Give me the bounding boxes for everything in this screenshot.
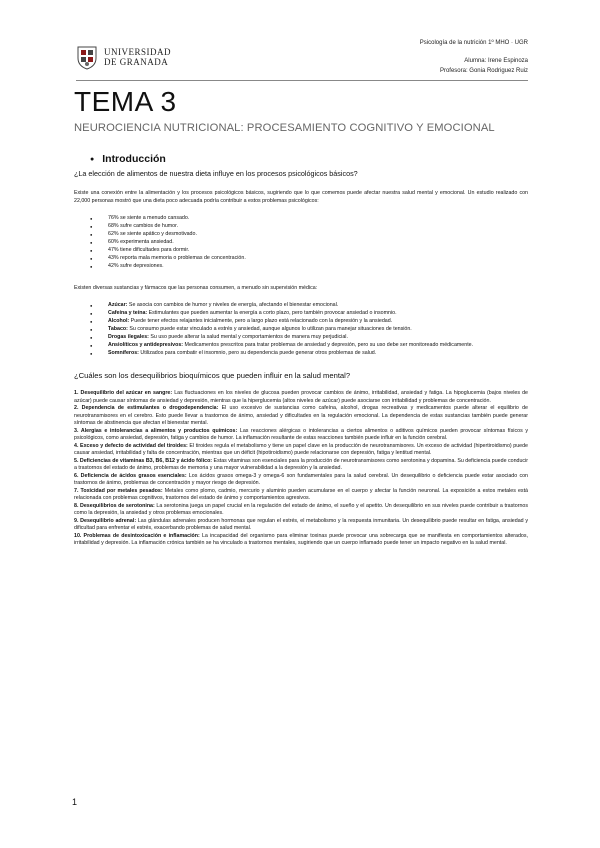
imbalances-list: [74, 390, 528, 547]
bullet-icon: ●: [90, 156, 95, 163]
term: 4. Exceso y defecto de actividad del tiroides:: [74, 442, 188, 449]
header-divider: [76, 80, 528, 81]
list-item: [74, 350, 528, 357]
term: 7. Toxicidad por metales pesados:: [74, 487, 163, 494]
list-item: [74, 518, 528, 533]
question-heading: ¿La elección de alimentos de nuestra dieta influye en los procesos psicológicos básicos?: [74, 169, 358, 179]
document-body: [74, 153, 529, 548]
list-item: ● 60% experimenta ansiedad.: [74, 239, 528, 246]
list-item: [74, 533, 528, 548]
list-item: ● 43% reporta mala memoria o problemas de concentración.: [74, 255, 528, 262]
description: El uso excesivo de sustancias como cafeína, alcohol, drogas recreativas y medicamentos puede alterar el equilibrio de neurotransmisores en el cerebro. Esto puede llevar a trastornos de ánimo, ansiedad y dificultades en la regulación emocional. La dependencia de estas sustancias también puede generar síntomas de abstinencia que afectan el bienestar mental.: [74, 405, 528, 427]
description: Su consumo puede estar vinculado a estrés y ansiedad, aunque algunos lo utilizan para manejar situaciones de tensión.: [127, 326, 412, 333]
description: Su uso puede alterar la salud mental y comportamientos de manera muy perjudicial.: [148, 334, 348, 341]
term: 1. Desequilibrio del azúcar en sangre:: [74, 390, 173, 397]
course-name: Psicología de la nutrición 1º MHO · UGR: [419, 40, 528, 46]
university-crest-icon: [76, 44, 98, 70]
list-item: ● 62% se siente apático y desmotivado.: [74, 231, 528, 238]
list-item: [74, 318, 528, 325]
description: La incapacidad del organismo para eliminar toxinas puede provocar una sobrecarga que se manifiesta en comportamientos alterados, irritabilidad y depresión. La inflamación crónica también se ha vinculado a trastornos mentales, sugiriendo que un cuerpo inflamado puede tener un impacto negativo en la salud mental.: [74, 532, 528, 547]
description: El tiroides regula el metabolismo y tiene un papel clave en la producción de neurotransmisores. Un exceso de actividad (hipertiroidismo) puede causar ansiedad, irritabilidad y falta de concentración, mientras que un déficit (hipotiroidismo) puede relacionarse con depresión, fatiga y lentitud mental.: [74, 442, 528, 457]
description: Las glándulas adrenales producen hormonas que regulan el estrés, el metabolismo y la respuesta inmunitaria. Un desequilibrio puede resultar en fatiga, ansiedad y dificultad para enfrentar el estrés, exacerbando problemas de salud mental.: [74, 517, 528, 532]
page-number: 1: [72, 797, 78, 807]
term: Cafeína y teína:: [108, 310, 148, 317]
page-title: TEMA 3: [74, 86, 177, 117]
section-heading: [90, 153, 528, 165]
description: Estimulantes que pueden aumentar la energía a corto plazo, pero también provocar ansiedad o insomnio.: [147, 310, 397, 317]
list-item: ● 68% sufre cambios de humor.: [74, 223, 528, 230]
student-name: Alumna: Irene Espinoza: [464, 58, 528, 64]
description: Estas vitaminas son esenciales para la producción de neurotransmisores como serotonina y dopamina. Su deficiencia puede conducir a trastornos del estado de ánimo, problemas de memoria y una mayor vulnerabilidad a la depresión y la ansiedad.: [74, 457, 529, 472]
list-item: [74, 443, 528, 458]
university-logo: [76, 44, 171, 70]
description: Las reacciones alérgicas o intolerancias a ciertos alimentos o aditivos químicos pueden provocar síntomas físicos y psicológicos, como ansiedad, depresión, fatiga y cambios de humor. La inflamación resultante de estas reacciones también puede influir en la función cerebral.: [74, 427, 528, 442]
description: La serotonina juega un papel crucial en la regulación del estado de ánimo, el sueño y el apetito. Un desequilibrio en sus niveles puede contribuir a trastornos como la depresión, la ansiedad y otros problemas emocionales.: [74, 502, 528, 517]
term: 3. Alergias e intolerancias a alimentos y productos químicos:: [74, 427, 238, 434]
term: Tabaco:: [108, 326, 128, 333]
list-item: [74, 405, 528, 427]
list-item: [74, 428, 528, 443]
university-name-line2: DE GRANADA: [104, 57, 169, 67]
description: Las fluctuaciones en los niveles de glucosa pueden provocar cambios de ánimo, irritabilidad, ansiedad y fatiga. La hipoglucemia (bajos niveles de azúcar) puede causar síntomas de ansiedad y depresión, mientras que la hiperglucemia (altos niveles de azúcar) puede asociarse con irritabilidad y problemas de concentración.: [74, 390, 528, 404]
term: 8. Desequilibrios de serotonina:: [74, 502, 155, 509]
term: 2. Dependencia de estimulantes o drogodependencia:: [74, 405, 219, 412]
university-name-line1: UNIVERSIDAD: [104, 47, 171, 57]
description: Metales como plomo, cadmio, mercurio y aluminio pueden acumularse en el cuerpo y afectar la función neuronal. La exposición a estos metales está relacionada con problemas cognitivos, trastornos del estado de ánimo y comportamientos agresivos.: [74, 487, 528, 502]
description: Los ácidos grasos omega-3 y omega-6 son fundamentales para la salud cerebral. Un desequilibrio o deficiencia puede estar asociado con trastornos de ánimo, problemas de concentración y mayor riesgo de depresión.: [74, 472, 528, 487]
term: 9. Desequilibrio adrenal:: [74, 517, 137, 524]
term: 5. Deficiencias de vitaminas B3, B6, B12 y ácido fólico:: [74, 457, 213, 464]
list-item: [74, 310, 528, 317]
list-item: ● 42% sufre depresiones.: [74, 263, 528, 270]
description: Se asocia con cambios de humor y niveles de energía, afectando el bienestar emocional.: [127, 302, 339, 309]
section-heading-text: Introducción: [102, 153, 166, 165]
description: Medicamentos prescritos para tratar problemas de ansiedad y depresión, pero su uso debe ser monitoreado médicamente.: [183, 342, 474, 349]
page-subtitle: NEUROCIENCIA NUTRICIONAL: PROCESAMIENTO COGNITIVO Y EMOCIONAL: [74, 122, 495, 134]
list-item: [74, 458, 528, 473]
substances-intro: Existen diversas sustancias y fármacos que las personas consumen, a menudo sin supervisión médica:: [74, 284, 318, 291]
question-heading-2: ¿Cuáles son los desequilibrios bioquímicos que pueden influir en la salud mental?: [74, 371, 351, 381]
description: Puede tener efectos relajantes inicialmente, pero a largo plazo está relacionado con la depresión y la ansiedad.: [129, 318, 393, 325]
list-item: [74, 326, 528, 333]
list-item: [74, 334, 528, 341]
list-item: [74, 342, 528, 349]
teacher-name: Profesora: Gonia Rodriguez Ruiz: [439, 68, 528, 74]
statistics-list: [74, 215, 528, 270]
term: 6. Deficiencia de ácidos grasos esenciales:: [74, 472, 187, 479]
list-item: ● 47% tiene dificultades para dormir.: [74, 247, 528, 254]
list-item: [74, 302, 528, 309]
list-item: [74, 488, 528, 503]
document-header-info: [420, 38, 528, 76]
term: Azúcar:: [108, 302, 128, 309]
list-item: [74, 473, 528, 488]
list-item: ● 76% se siente a menudo cansado.: [74, 215, 528, 222]
term: Ansiolíticos y antidepresivos:: [108, 342, 184, 349]
term: 10. Problemas de desintoxicación e inflamación:: [74, 532, 200, 539]
term: Drogas ilegales:: [108, 334, 149, 341]
description: Utilizados para combatir el insomnio, pero su dependencia puede generar otros problemas de salud.: [138, 350, 377, 357]
list-item: [74, 503, 528, 518]
substances-list: [74, 302, 528, 357]
list-item: [74, 390, 528, 405]
term: Somníferos:: [108, 350, 139, 357]
intro-paragraph: Existe una conexión entre la alimentación y los procesos psicológicos básicos, sugiriendo que lo que comemos puede afectar nuestra salud mental y emocional. Un estudio realizado con 22,000 personas mostró que una dieta poco adecuada podría contribuir a estos problemas psicológicos:: [74, 190, 528, 204]
term: Alcohol:: [108, 318, 130, 325]
